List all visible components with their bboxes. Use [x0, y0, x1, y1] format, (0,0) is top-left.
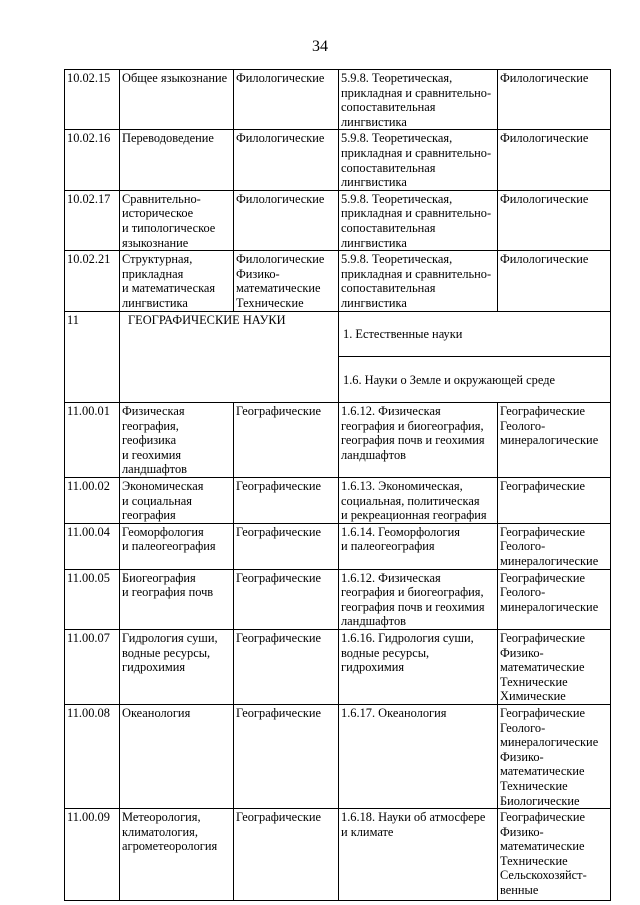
- section-geography: [65, 311, 611, 403]
- cell-name: Переводоведение: [120, 130, 234, 190]
- cell-name: Экономическая и социальная география: [120, 478, 234, 524]
- cell-code: 10.02.17: [65, 190, 120, 250]
- cell-branch: Географические: [234, 809, 339, 901]
- section-subarea: [339, 357, 611, 403]
- rows-philology: [65, 70, 611, 312]
- cell-name: Метеорология, климатология, агрометеорология: [120, 809, 234, 901]
- page-number: 34: [312, 38, 328, 55]
- cell-group: 1.6.18. Науки об атмосфере и климате: [339, 809, 498, 901]
- cell-group: 1.6.13. Экономическая, социальная, политическая и рекреационная география: [339, 478, 498, 524]
- cell-branches: Географические: [498, 478, 611, 524]
- cell-branch: Филологические Физико- математические Технические: [234, 251, 339, 311]
- table-row: [65, 190, 611, 250]
- table-row: [65, 523, 611, 569]
- cell-code: 10.02.15: [65, 70, 120, 130]
- cell-code: 11.00.07: [65, 629, 120, 704]
- cell-name: Гидрология суши, водные ресурсы, гидрохимия: [120, 629, 234, 704]
- cell-branch: Географические: [234, 629, 339, 704]
- cell-name: Общее языкознание: [120, 70, 234, 130]
- section-title: ГЕОГРАФИЧЕСКИЕ НАУКИ: [120, 311, 339, 403]
- cell-code: 10.02.16: [65, 130, 120, 190]
- cell-name: Океанология: [120, 704, 234, 808]
- cell-branches: Географические Геолого- минералогические: [498, 403, 611, 478]
- cell-group: 1.6.14. Геоморфология и палеогеография: [339, 523, 498, 569]
- cell-group: 1.6.17. Океанология: [339, 704, 498, 808]
- table-row: [65, 130, 611, 190]
- section-header-row: [65, 311, 611, 357]
- cell-branches: Географические Физико- математические Технические Сельскохозяйст- венные: [498, 809, 611, 901]
- table-row: [65, 478, 611, 524]
- cell-branches: Филологические: [498, 190, 611, 250]
- cell-branches: Географические Геолого- минералогические: [498, 523, 611, 569]
- cell-branches: Филологические: [498, 251, 611, 311]
- cell-branches: Филологические: [498, 130, 611, 190]
- cell-branch: Географические: [234, 569, 339, 629]
- cell-group: 5.9.8. Теоретическая, прикладная и сравнительно- сопоставительная лингвистика: [339, 251, 498, 311]
- rows-geography: [65, 403, 611, 901]
- cell-group: 1.6.12. Физическая география и биогеография, география почв и геохимия ландшафтов: [339, 403, 498, 478]
- cell-branch: Географические: [234, 478, 339, 524]
- cell-code: 10.02.21: [65, 251, 120, 311]
- cell-branches: Филологические: [498, 70, 611, 130]
- cell-code: 11.00.05: [65, 569, 120, 629]
- table-row: [65, 629, 611, 704]
- cell-name: Сравнительно- историческое и типологическое языкознание: [120, 190, 234, 250]
- cell-branch: Филологические: [234, 70, 339, 130]
- cell-name: Геоморфология и палеогеография: [120, 523, 234, 569]
- cell-branches: Географические Физико- математические Технические Химические: [498, 629, 611, 704]
- cell-branch: Филологические: [234, 190, 339, 250]
- section-subarea-label: 1.6. Науки о Земле и окружающей среде: [343, 372, 555, 387]
- cell-branch: Географические: [234, 704, 339, 808]
- cell-name: Физическая география, геофизика и геохимия ландшафтов: [120, 403, 234, 478]
- cell-group: 5.9.8. Теоретическая, прикладная и сравнительно- сопоставительная лингвистика: [339, 130, 498, 190]
- cell-code: 11.00.01: [65, 403, 120, 478]
- cell-branch: Географические: [234, 523, 339, 569]
- cell-group: 5.9.8. Теоретическая, прикладная и сравнительно- сопоставительная лингвистика: [339, 70, 498, 130]
- cell-code: 11.00.04: [65, 523, 120, 569]
- table-row: [65, 569, 611, 629]
- cell-branch: Филологические: [234, 130, 339, 190]
- cell-branches: Географические Геолого- минералогические: [498, 569, 611, 629]
- section-code: 11: [65, 311, 120, 403]
- cell-code: 11.00.02: [65, 478, 120, 524]
- cell-group: 1.6.16. Гидрология суши, водные ресурсы, гидрохимия: [339, 629, 498, 704]
- table-row: [65, 403, 611, 478]
- cell-branch: Географические: [234, 403, 339, 478]
- table-row: [65, 70, 611, 130]
- cell-group: 5.9.8. Теоретическая, прикладная и сравнительно- сопоставительная лингвистика: [339, 190, 498, 250]
- cell-name: Структурная, прикладная и математическая лингвистика: [120, 251, 234, 311]
- cell-code: 11.00.08: [65, 704, 120, 808]
- cell-branches: Географические Геолого- минералогические Физико- математические Технические Биологические: [498, 704, 611, 808]
- cell-code: 11.00.09: [65, 809, 120, 901]
- cell-group: 1.6.12. Физическая география и биогеография, география почв и геохимия ландшафтов: [339, 569, 498, 629]
- section-area: [339, 311, 611, 357]
- table-row: [65, 704, 611, 808]
- table-row: [65, 809, 611, 901]
- table-row: [65, 251, 611, 311]
- cell-name: Биогеография и география почв: [120, 569, 234, 629]
- section-area-label: 1. Естественные науки: [343, 327, 463, 342]
- specialties-table: [64, 69, 611, 901]
